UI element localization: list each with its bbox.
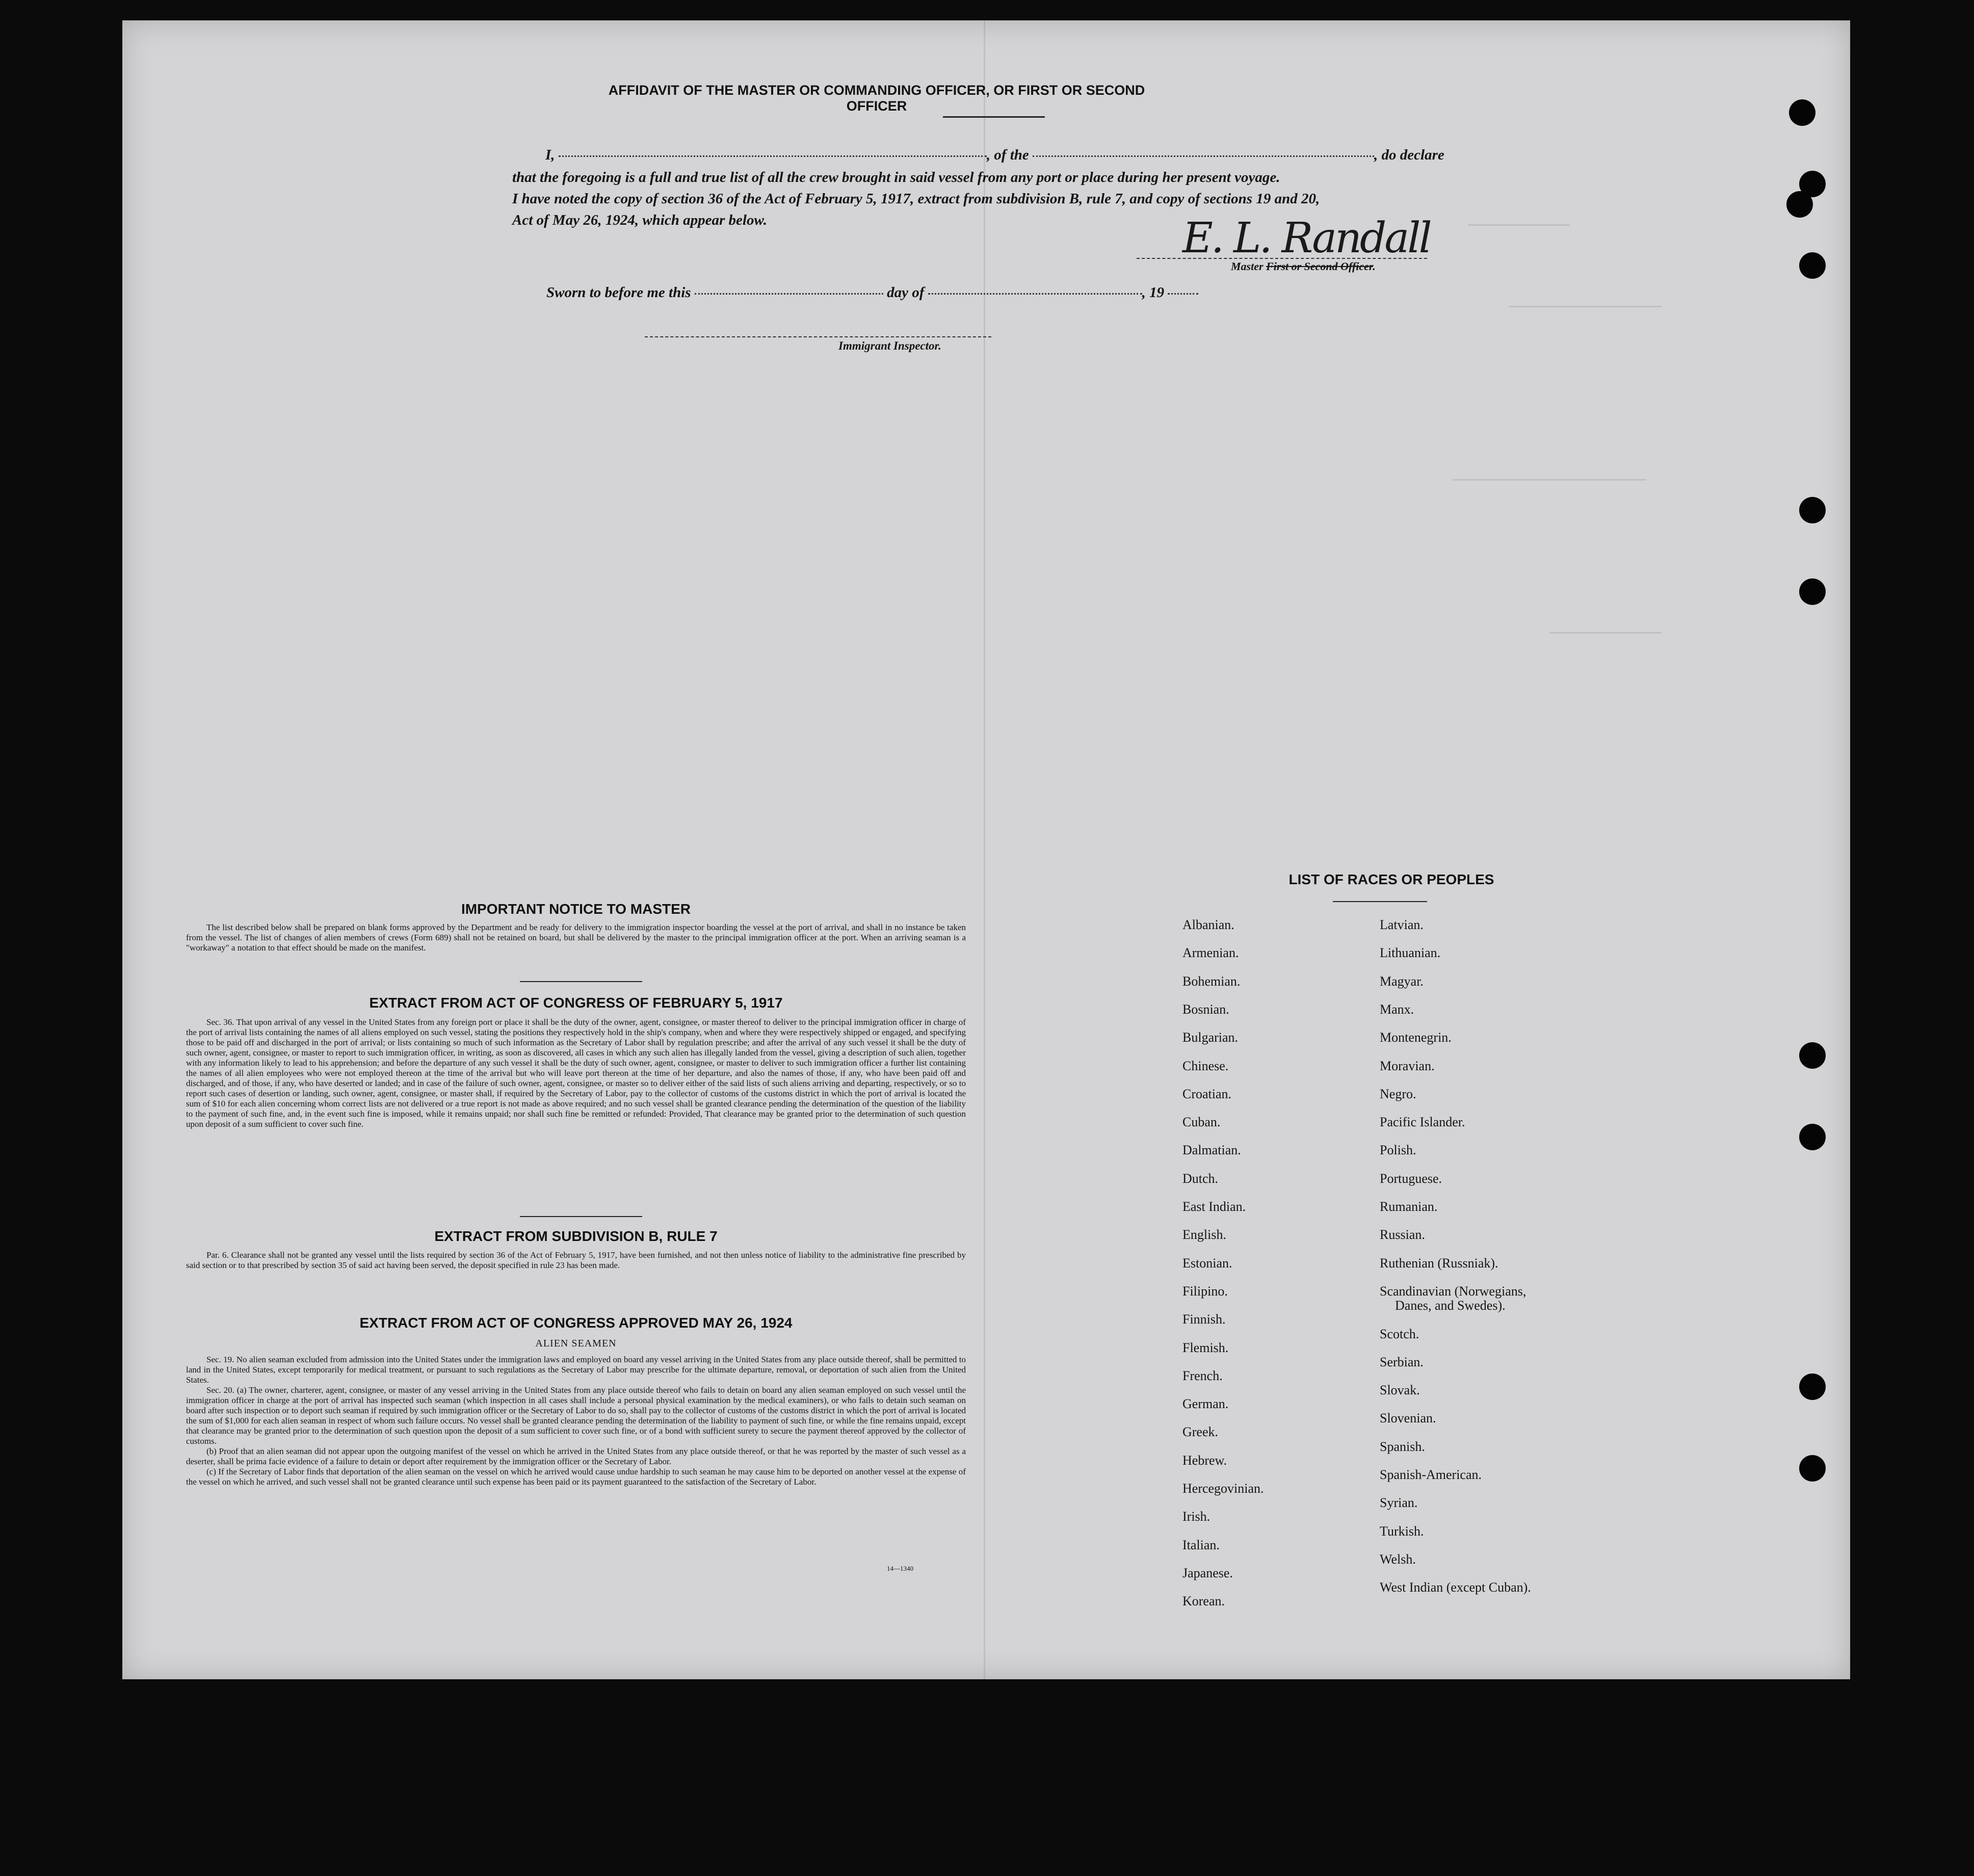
race-item: Albanian.	[1182, 917, 1234, 932]
month-field	[928, 293, 1142, 295]
race-item: Armenian.	[1182, 945, 1239, 961]
race-item: Filipino.	[1182, 1283, 1228, 1299]
race-item: Bohemian.	[1182, 973, 1241, 989]
extract-1924-body	[186, 1355, 966, 1487]
race-item: Japanese.	[1182, 1565, 1233, 1580]
race-item: Hercegovinian.	[1182, 1481, 1264, 1496]
divider	[520, 981, 642, 982]
race-item: Moravian.	[1380, 1058, 1435, 1073]
race-item: German.	[1182, 1396, 1229, 1412]
race-item: Scandinavian (Norwegians,	[1380, 1283, 1526, 1299]
binder-hole	[1799, 252, 1826, 279]
affidavit-declare: , do declare	[1374, 147, 1444, 163]
form-number: 14—1340	[887, 1565, 913, 1572]
binder-hole	[1799, 497, 1826, 523]
section-20c-text: (c) If the Secretary of Labor finds that deportation of the alien seaman on the vessel on which he arrived would cause undue hardship to such seaman he may cause him to be deported on another vessel at the expense of the vessel on which he arrived, and such vessel shall not be granted clearance until such expense has been paid or its payment guaranteed to the satisfaction of the Secretary of Labor.	[186, 1467, 966, 1487]
race-item: Chinese.	[1182, 1058, 1229, 1073]
race-item: Turkish.	[1380, 1523, 1424, 1539]
document-page	[122, 20, 1850, 1679]
race-item: Ruthenian (Russniak).	[1380, 1255, 1498, 1271]
affidavit-line1	[545, 147, 1585, 164]
race-item: Hebrew.	[1182, 1452, 1227, 1468]
master-signature: E. L. Randall	[1182, 214, 1430, 262]
race-item: Dalmatian.	[1182, 1143, 1241, 1158]
race-item: Russian.	[1380, 1227, 1425, 1243]
binder-hole	[1799, 1455, 1826, 1482]
section-20a-text: Sec. 20. (a) The owner, charterer, agent, consignee, or master of any vessel arriving in the United States from any place outside thereof who fails to detain on board any alien seaman employed on such vessel until the immigration officer in charge at the port of arrival has inspected such seaman (which inspection in all cases shall include a personal physical examination by the medical examiners), or who fails to detain such seaman on board after such inspection or to deport such seaman if required by such immigration officer or the Secretary of Labor to do so, shall pay to the collector of customs of the customs district in which the port of arrival is located the sum of $1,000 for each alien seaman in respect of whom such failure occurs. No vessel shall be granted clearance pending the determination of the liability to payment of such fine, or while the fine remains unpaid, except that clearance may be granted prior to the determination of such question upon the deposit of a sum sufficient to cover such fine, or of a bond with sufficient surety to secure the payment thereof approved by the collector of customs.	[186, 1385, 966, 1446]
rule7-title: EXTRACT FROM SUBDIVISION B, RULE 7	[434, 1228, 718, 1244]
race-item: Portuguese.	[1380, 1171, 1442, 1186]
inspector-label: Immigrant Inspector.	[838, 339, 941, 352]
race-item: Estonian.	[1182, 1255, 1232, 1271]
year-field	[1168, 293, 1198, 295]
race-item: Irish.	[1182, 1509, 1210, 1524]
race-item: Flemish.	[1182, 1340, 1229, 1355]
race-item: Pacific Islander.	[1380, 1115, 1465, 1130]
notice-text: The list described below shall be prepared on blank forms approved by the Department and be ready for delivery to the immigration inspector boarding the vessel at the port of arrival, and shall in no instance be taken from the vessel. The list of changes of alien members of crews (Form 689) shall not be retained on board, but shall be delivered by the master to the principal immigration officer at the port. When an arriving seaman is a "workaway" a notation to that effect should be made on the manifest.	[186, 922, 966, 953]
race-item: Croatian.	[1182, 1086, 1232, 1101]
sworn-line	[546, 284, 1198, 301]
race-item: West Indian (except Cuban).	[1380, 1580, 1531, 1595]
binder-hole	[1799, 1124, 1826, 1150]
master-text: Master	[1231, 260, 1264, 273]
bleed-through-marks	[1447, 173, 1702, 785]
affidavit-of-the: , of the	[986, 147, 1029, 163]
affidavit-i: I,	[545, 147, 555, 163]
alien-seamen-subtitle: ALIEN SEAMEN	[535, 1338, 617, 1349]
affidavit-line3: I have noted the copy of section 36 of the Act of February 5, 1917, extract from subdivision B, rule 7, and copy of sections 19 and 20,	[512, 191, 1320, 207]
race-item: Spanish.	[1380, 1439, 1425, 1454]
race-item: Finnish.	[1182, 1312, 1226, 1327]
race-item: Bulgarian.	[1182, 1030, 1239, 1045]
binder-hole	[1799, 1042, 1826, 1069]
race-item: Magyar.	[1380, 973, 1424, 989]
section-36-text: Sec. 36. That upon arrival of any vessel in the United States from any foreign port or place it shall be the duty of the owner, agent, consignee, or master thereof to deliver to the principal immigration officer in charge of the port of arrival lists containing the names of all aliens employed on such vessel, stating the positions they respectively hold in the ship's company, when and where they were respectively shipped or engaged, and specifying those to be paid off and discharged in the port of arrival; or lists containing so much of such information as the Secretary of Labor shall by regulation prescribe; and after the arrival of any such vessel it shall be the duty of such owner, agent, consignee, or master to report to such immigration officer, in writing, as soon as discovered, all cases in which any such alien has illegally landed from the vessel, giving a description of such alien, together with any information likely to lead to his apprehension; and before the departure of any such vessel it shall be the duty of such owner, agent, consignee, or master to deliver to such immigration officer a further list containing the names of all alien employees who were not employed thereon at the time of the arrival but who will leave port thereon at the time of her departure, and also the names of those, if any, who have been paid off and discharged, and of those, if any, who have deserted or landed; and in case of the failure of such owner, agent, consignee, or master so to deliver either of the said lists of such aliens arriving and departing, respectively, or so to report such cases of desertion or landing, such owner, agent, consignee, or master shall, if required by the Secretary of Labor, pay to the collector of customs of the customs district in which the port of arrival is located the sum of $10 for each alien concerning whom correct lists are not delivered or a true report is not made as above required; and no such vessel shall be granted clearance pending the determination of the question of the liability to the payment of such fine, and, in the event such fine is imposed, while it remains unpaid; nor shall such fine be remitted or refunded: Provided, That clearance may be granted prior to the determination of such question upon deposit of a sum sufficient to cover such fine.	[186, 1017, 966, 1129]
day-field	[695, 293, 883, 295]
rule7-body	[186, 1250, 966, 1271]
affidavit-line2: that the foregoing is a full and true list of all the crew brought in said vessel from any port or place during her present voyage.	[512, 169, 1280, 186]
race-item: Bosnian.	[1182, 1001, 1229, 1017]
notice-title: IMPORTANT NOTICE TO MASTER	[461, 901, 691, 917]
divider	[1333, 901, 1427, 902]
rule7-text: Par. 6. Clearance shall not be granted any vessel until the lists required by section 36 of the Act of February 5, 1917, have been furnished, and not then unless notice of liability to the administrative fine prescribed by said section or to that prescribed by section 35 of said act having been served, the deposit specified in rule 23 has been made.	[186, 1250, 966, 1270]
extract-1917-title: EXTRACT FROM ACT OF CONGRESS OF FEBRUARY 5, 1917	[369, 995, 783, 1011]
race-item: Greek.	[1182, 1424, 1219, 1440]
race-item: Spanish-American.	[1380, 1467, 1482, 1482]
race-item: Rumanian.	[1380, 1199, 1438, 1214]
race-item: Serbian.	[1380, 1354, 1424, 1369]
race-item: East Indian.	[1182, 1199, 1246, 1214]
extract-1917-body	[186, 1017, 966, 1129]
race-item: Dutch.	[1182, 1171, 1219, 1186]
extract-1924-title: EXTRACT FROM ACT OF CONGRESS APPROVED MAY 26, 1924	[359, 1315, 793, 1331]
race-item: Negro.	[1380, 1086, 1416, 1101]
vessel-field	[1033, 155, 1374, 157]
divider	[520, 1216, 642, 1217]
section-19-text: Sec. 19. No alien seaman excluded from admission into the United States under the immigration laws and employed on board any vessel arriving in the United States from any place outside thereof, shall be permitted to land in the United States, except temporarily for medical treatment, or pursuant to such regulations as the Secretary of Labor may prescribe for the ultimate departure, removal, or deportation of such alien from the United States.	[186, 1355, 966, 1385]
race-item: Danes, and Swedes).	[1395, 1298, 1506, 1313]
binder-hole	[1799, 578, 1826, 605]
affidavit-line4: Act of May 26, 1924, which appear below.	[512, 212, 767, 228]
page-fold	[984, 20, 985, 1679]
section-20b-text: (b) Proof that an alien seaman did not appear upon the outgoing manifest of the vessel on which he arrived in the United States from any place outside thereof, or that he was reported by the master of such vessel as a deserter, shall be prima facie evidence of a failure to detain or deport after requirement by the immigration officer or the Secretary of Labor.	[186, 1446, 966, 1466]
binder-hole	[1789, 99, 1815, 126]
races-title: LIST OF RACES OR PEOPLES	[1288, 871, 1494, 887]
divider	[943, 116, 1045, 118]
binder-hole	[1786, 191, 1813, 218]
race-item: Lithuanian.	[1380, 945, 1441, 961]
race-item: Latvian.	[1380, 917, 1424, 932]
name-field	[559, 155, 987, 157]
binder-hole	[1799, 1373, 1826, 1400]
year-label: , 19	[1142, 284, 1165, 301]
race-item: Korean.	[1182, 1594, 1225, 1609]
race-item: Polish.	[1380, 1143, 1416, 1158]
day-of-label: day of	[887, 284, 925, 301]
race-item: Montenegrin.	[1380, 1030, 1452, 1045]
race-item: Cuban.	[1182, 1115, 1221, 1130]
race-item: Scotch.	[1380, 1326, 1419, 1341]
race-item: English.	[1182, 1227, 1226, 1243]
race-item: Manx.	[1380, 1001, 1414, 1017]
race-item: Slovenian.	[1380, 1411, 1436, 1426]
race-item: Syrian.	[1380, 1495, 1418, 1511]
race-item: Slovak.	[1380, 1383, 1420, 1398]
master-label: Master First or Second Officer.	[1231, 260, 1376, 273]
race-item: Italian.	[1182, 1537, 1220, 1552]
race-item: French.	[1182, 1368, 1223, 1383]
struck-officer-text: First or Second Officer	[1266, 260, 1373, 273]
race-item: Welsh.	[1380, 1551, 1416, 1567]
inspector-signature-line	[645, 336, 991, 338]
affidavit-title: AFFIDAVIT OF THE MASTER OR COMMANDING OFFICER, OR FIRST OR SECOND OFFICER	[608, 83, 1145, 114]
sworn-label: Sworn to before me this	[546, 284, 691, 301]
notice-body	[186, 922, 966, 953]
